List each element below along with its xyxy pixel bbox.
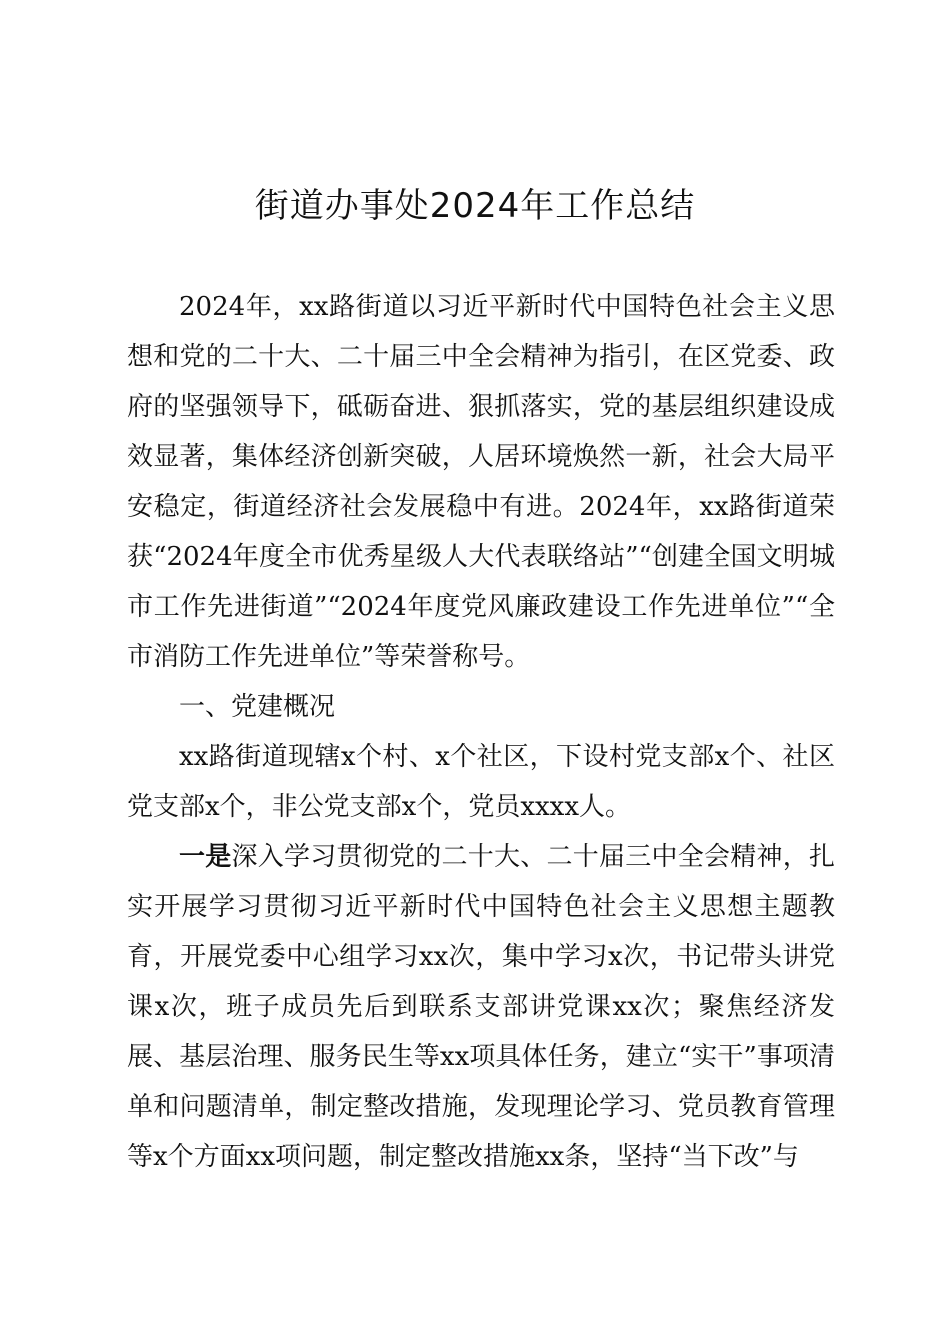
section-heading: 一、党建概况	[179, 692, 336, 722]
item-paragraph	[127, 832, 835, 1182]
intro-paragraph: 2024年，xx路街道以习近平新时代中国特色社会主义思想和党的二十大、二十届三中全会精神为指引，在区党委、政府的坚强领导下，砥砺奋进、狠抓落实，党的基层组织建设成效显著，集体经济创新突破，人居环境焕然一新，社会大局平安稳定，街道经济社会发展稳中有进。2024年，xx路街道荣获“2024年度全市优秀星级人大代表联络站”“创建全国文明城市工作先进街道”“2024年度党风廉政建设工作先进单位”“全市消防工作先进单位”等荣誉称号。	[127, 292, 835, 672]
document-title: 街道办事处2024年工作总结	[254, 186, 696, 226]
document-body	[127, 282, 835, 1182]
item-lead: 一是	[179, 842, 232, 872]
overview-paragraph: xx路街道现辖x个村、x个社区，下设村党支部x个、社区党支部x个，非公党支部x个，党员xxxx人。	[127, 742, 835, 822]
item-text: 深入学习贯彻党的二十大、二十届三中全会精神，扎实开展学习贯彻习近平新时代中国特色社会主义思想主题教育，开展党委中心组学习xx次，集中学习x次，书记带头讲党课x次，班子成员先后到联系支部讲党课xx次；聚焦经济发展、基层治理、服务民生等xx项具体任务，建立“实干”事项清单和问题清单，制定整改措施，发现理论学习、党员教育管理等x个方面xx项问题，制定整改措施xx条，坚持“当下改”与	[127, 842, 835, 1172]
